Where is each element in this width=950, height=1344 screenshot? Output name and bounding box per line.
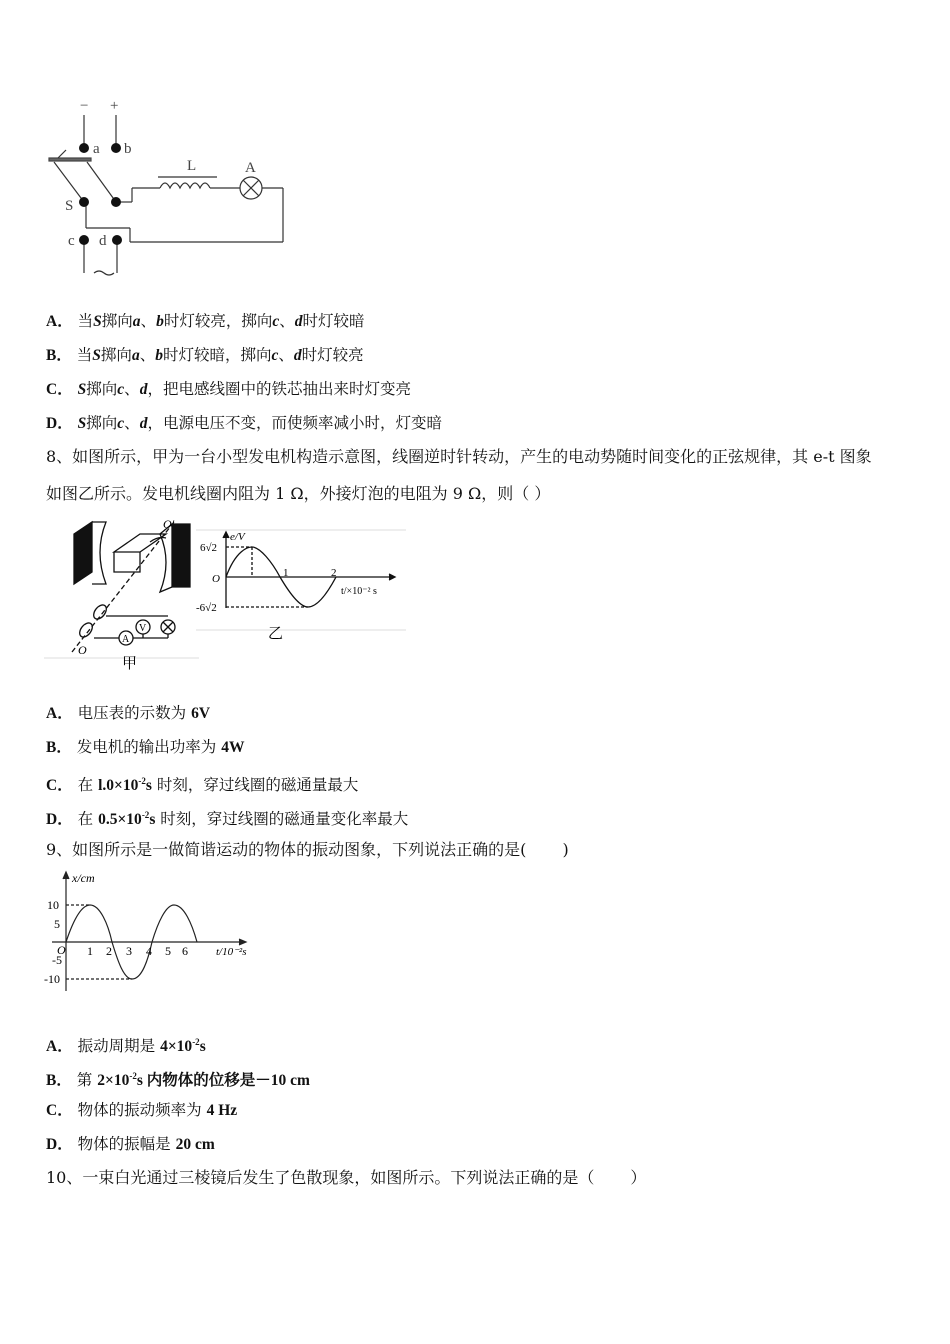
axis-o-prime-label: O': [163, 517, 175, 531]
xt-graph-figure: [44, 866, 259, 996]
et-xtick-2: 2: [331, 567, 337, 579]
lamp-a-label: A: [245, 160, 256, 176]
q8-option-d[interactable]: D． 在 $0.5\times 10^{-2}s$ 时刻，穿过线圈的磁通量变化率最大: [46, 810, 409, 828]
q9-option-a[interactable]: A． 振动周期是 $4\times 10^{-2}s$: [46, 1037, 206, 1055]
q8-stem-line1: 8、如图所示，甲为一台小型发电机构造示意图，线圈逆时针转动，产生的电动势随时间变化的正弦规律，其 e-t 图象: [46, 447, 872, 466]
xt-xtick-6: 6: [182, 944, 188, 958]
minus-terminal-label: −: [80, 98, 89, 114]
q8-stem-line2: 如图乙所示。发电机线圈内阻为 1 Ω，外接灯泡的电阻为 9 Ω，则（ ）: [46, 484, 551, 503]
plus-terminal-label: +: [110, 98, 119, 114]
q9-option-c[interactable]: C． 物体的振动频率为 4 Hz: [46, 1101, 238, 1119]
et-ytick-min: -6√2: [196, 602, 217, 614]
q7-circuit-figure: [40, 90, 300, 290]
xt-ytick-10: 10: [47, 898, 59, 912]
xt-origin-label: O: [57, 943, 66, 957]
q8-option-b[interactable]: B． 发电机的输出功率为 4W: [46, 738, 245, 756]
et-origin-label: O: [212, 573, 220, 585]
e-axis-label: e/V: [230, 531, 245, 543]
q8-option-c[interactable]: C． 在 $l.0\times 10^{-2}s$ 时刻，穿过线圈的磁通量最大: [46, 776, 359, 794]
terminal-d-label: d: [99, 233, 107, 249]
xt-ytick-5: 5: [54, 917, 60, 931]
q7-option-d[interactable]: D． S掷向c、d，电源电压不变，而使频率减小时，灯变暗: [46, 414, 442, 432]
voltmeter-label: V: [139, 623, 147, 634]
ammeter-label: A: [122, 634, 130, 645]
terminal-c-label: c: [68, 233, 75, 249]
xt-xtick-2: 2: [106, 944, 112, 958]
terminal-b-label: b: [124, 141, 132, 157]
switch-s-label: S: [65, 198, 74, 214]
et-xtick-1: 1: [283, 567, 289, 579]
xt-xtick-4: 4: [146, 944, 152, 958]
t-axis-label-xt: t/10⁻²s: [216, 946, 247, 958]
et-ytick-max: 6√2: [200, 542, 218, 554]
xt-ytick-neg10: -10: [44, 972, 60, 986]
figure-yi-caption: 乙: [268, 626, 284, 640]
figure-jia-caption: 甲: [122, 656, 138, 672]
inductor-l-label: L: [187, 158, 197, 174]
generator-figure: [44, 512, 199, 672]
t-axis-label: t/×10⁻² s: [341, 586, 377, 597]
q10-stem: 10、一束白光通过三棱镜后发生了色散现象，如图所示。下列说法正确的是（ ）: [46, 1168, 647, 1187]
x-axis-label: x/cm: [72, 871, 95, 885]
xt-xtick-1: 1: [87, 944, 93, 958]
q9-stem: 9、如图所示是一做简谐运动的物体的振动图象，下列说法正确的是( ): [46, 840, 569, 859]
et-graph-figure: [196, 528, 406, 640]
q9-option-b[interactable]: B． 第 $2\times 10^{-2}s$ 内物体的位移是－10 cm: [46, 1071, 310, 1089]
q7-option-b[interactable]: B． 当S掷向a、b时灯较暗，掷向c、d时灯较亮: [46, 346, 364, 364]
q7-option-a[interactable]: A． 当S掷向a、b时灯较亮，掷向c、d时灯较暗: [46, 312, 365, 330]
q9-option-d[interactable]: D． 物体的振幅是 20 cm: [46, 1135, 215, 1153]
xt-xtick-5: 5: [165, 944, 171, 958]
axis-o-label: O: [78, 643, 87, 657]
q8-option-a[interactable]: A． 电压表的示数为 6V: [46, 704, 211, 722]
xt-xtick-3: 3: [126, 944, 132, 958]
q7-option-c[interactable]: C． S掷向c、d，把电感线圈中的铁芯抽出来时灯变亮: [46, 380, 411, 398]
xt-ytick-neg5: -5: [52, 953, 62, 967]
terminal-a-label: a: [93, 141, 100, 157]
